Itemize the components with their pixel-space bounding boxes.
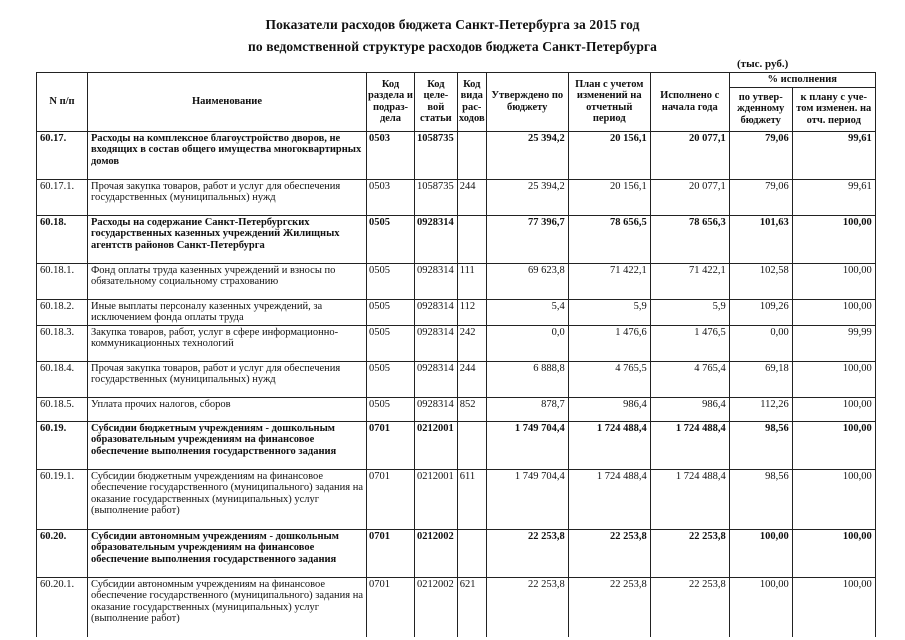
row-percent-plan: 100,00 xyxy=(792,299,875,325)
row-section-code: 0701 xyxy=(367,577,415,637)
row-article-code: 0212002 xyxy=(415,529,458,577)
header-razdel: Код раздела и подраз- дела xyxy=(367,73,415,132)
row-percent-approved: 98,56 xyxy=(729,469,792,529)
row-executed: 78 656,3 xyxy=(650,215,729,263)
row-percent-approved: 0,00 xyxy=(729,325,792,361)
header-percent: % исполнения xyxy=(729,73,875,88)
budget-table xyxy=(36,72,876,637)
row-number: 60.18.5. xyxy=(37,397,88,421)
row-approved: 1 749 704,4 xyxy=(486,469,568,529)
row-approved: 77 396,7 xyxy=(486,215,568,263)
row-number: 60.19.1. xyxy=(37,469,88,529)
row-percent-plan: 100,00 xyxy=(792,215,875,263)
row-name: Фонд оплаты труда казенных учреждений и взносы по обязательному социальному страхованию xyxy=(88,263,367,299)
row-approved: 5,4 xyxy=(486,299,568,325)
header-vid: Код вида рас- ходов xyxy=(457,73,486,132)
table-row xyxy=(37,577,876,637)
row-article-code: 0928314 xyxy=(415,361,458,397)
report-subtitle: по ведомственной структуре расходов бюджета Санкт-Петербурга xyxy=(247,39,658,54)
table-row xyxy=(37,421,876,469)
row-percent-plan: 99,99 xyxy=(792,325,875,361)
table-row xyxy=(37,263,876,299)
row-percent-approved: 79,06 xyxy=(729,179,792,215)
row-percent-approved: 79,06 xyxy=(729,131,792,179)
row-plan: 22 253,8 xyxy=(568,529,650,577)
row-expense-type-code: 242 xyxy=(457,325,486,361)
row-percent-plan: 100,00 xyxy=(792,361,875,397)
header-percent-approved: по утвер- жденному бюджету xyxy=(729,87,792,131)
row-plan: 1 476,6 xyxy=(568,325,650,361)
row-article-code: 0212001 xyxy=(415,421,458,469)
row-percent-plan: 99,61 xyxy=(792,131,875,179)
row-expense-type-code xyxy=(457,529,486,577)
row-executed: 1 724 488,4 xyxy=(650,421,729,469)
row-percent-plan: 100,00 xyxy=(792,577,875,637)
row-approved: 25 394,2 xyxy=(486,179,568,215)
header-plan: План с учетом изменений на отчетный период xyxy=(568,73,650,132)
row-approved: 0,0 xyxy=(486,325,568,361)
row-number: 60.20. xyxy=(37,529,88,577)
row-percent-approved: 112,26 xyxy=(729,397,792,421)
row-name: Закупка товаров, работ, услуг в сфере информационно-коммуникационных технологий xyxy=(88,325,367,361)
row-executed: 71 422,1 xyxy=(650,263,729,299)
row-executed: 22 253,8 xyxy=(650,577,729,637)
row-number: 60.18.1. xyxy=(37,263,88,299)
row-number: 60.18.2. xyxy=(37,299,88,325)
row-article-code: 1058735 xyxy=(415,179,458,215)
row-expense-type-code: 611 xyxy=(457,469,486,529)
row-article-code: 0928314 xyxy=(415,263,458,299)
table-row xyxy=(37,179,876,215)
row-section-code: 0503 xyxy=(367,131,415,179)
row-article-code: 0928314 xyxy=(415,325,458,361)
row-article-code: 1058735 xyxy=(415,131,458,179)
row-name: Расходы на комплексное благоустройство дворов, не входящих в состав общего имущества многоквартирных домов xyxy=(88,131,367,179)
row-plan: 22 253,8 xyxy=(568,577,650,637)
row-name: Расходы на содержание Санкт-Петербургских государственных казенных учреждений Жилищных агентств районов Санкт-Петербурга xyxy=(88,215,367,263)
row-section-code: 0505 xyxy=(367,325,415,361)
row-number: 60.18. xyxy=(37,215,88,263)
row-expense-type-code xyxy=(457,131,486,179)
row-executed: 22 253,8 xyxy=(650,529,729,577)
row-number: 60.19. xyxy=(37,421,88,469)
header-np: N п/п xyxy=(37,73,88,132)
row-section-code: 0505 xyxy=(367,215,415,263)
row-percent-approved: 100,00 xyxy=(729,529,792,577)
header-approved: Утверждено по бюджету xyxy=(486,73,568,132)
row-approved: 878,7 xyxy=(486,397,568,421)
row-percent-approved: 102,58 xyxy=(729,263,792,299)
row-section-code: 0505 xyxy=(367,361,415,397)
row-section-code: 0505 xyxy=(367,263,415,299)
row-name: Субсидии автономным учреждениям на финансовое обеспечение государственного (муниципального) задания на оказание государственных (муниципальных) услуг (выполнение работ) xyxy=(88,577,367,637)
row-section-code: 0701 xyxy=(367,529,415,577)
row-expense-type-code xyxy=(457,421,486,469)
row-plan: 20 156,1 xyxy=(568,179,650,215)
row-percent-approved: 100,00 xyxy=(729,577,792,637)
row-executed: 4 765,4 xyxy=(650,361,729,397)
row-number: 60.20.1. xyxy=(37,577,88,637)
row-percent-plan: 100,00 xyxy=(792,469,875,529)
row-executed: 1 476,5 xyxy=(650,325,729,361)
row-plan: 986,4 xyxy=(568,397,650,421)
header-percent-plan: к плану с уче- том изменен. на отч. период xyxy=(792,87,875,131)
row-plan: 1 724 488,4 xyxy=(568,421,650,469)
row-approved: 1 749 704,4 xyxy=(486,421,568,469)
row-percent-plan: 99,61 xyxy=(792,179,875,215)
row-executed: 20 077,1 xyxy=(650,179,729,215)
row-plan: 20 156,1 xyxy=(568,131,650,179)
row-plan: 78 656,5 xyxy=(568,215,650,263)
table-row xyxy=(37,131,876,179)
row-expense-type-code xyxy=(457,215,486,263)
row-executed: 1 724 488,4 xyxy=(650,469,729,529)
row-section-code: 0503 xyxy=(367,179,415,215)
row-number: 60.18.4. xyxy=(37,361,88,397)
table-row xyxy=(37,215,876,263)
row-name: Субсидии бюджетным учреждениям на финансовое обеспечение государственного (муниципального) задания на оказание государственных (муниципальных) услуг (выполнение работ) xyxy=(88,469,367,529)
row-name: Уплата прочих налогов, сборов xyxy=(88,397,367,421)
row-name: Субсидии автономным учреждениям - дошкольным образовательным учреждениям на финансовое обеспечение выполнения государственного задания xyxy=(88,529,367,577)
row-percent-plan: 100,00 xyxy=(792,397,875,421)
row-plan: 4 765,5 xyxy=(568,361,650,397)
row-percent-plan: 100,00 xyxy=(792,421,875,469)
row-plan: 1 724 488,4 xyxy=(568,469,650,529)
row-approved: 22 253,8 xyxy=(486,577,568,637)
row-number: 60.17.1. xyxy=(37,179,88,215)
row-approved: 69 623,8 xyxy=(486,263,568,299)
row-article-code: 0212002 xyxy=(415,577,458,637)
row-expense-type-code: 244 xyxy=(457,179,486,215)
row-percent-approved: 69,18 xyxy=(729,361,792,397)
report-title: Показатели расходов бюджета Санкт-Петербурга за 2015 год xyxy=(265,17,640,32)
units-label: (тыс. руб.) xyxy=(737,58,789,70)
table-row xyxy=(37,325,876,361)
row-approved: 22 253,8 xyxy=(486,529,568,577)
row-percent-approved: 98,56 xyxy=(729,421,792,469)
header-name: Наименование xyxy=(88,73,367,132)
row-section-code: 0505 xyxy=(367,397,415,421)
row-expense-type-code: 112 xyxy=(457,299,486,325)
row-number: 60.18.3. xyxy=(37,325,88,361)
row-section-code: 0701 xyxy=(367,421,415,469)
row-expense-type-code: 621 xyxy=(457,577,486,637)
row-expense-type-code: 852 xyxy=(457,397,486,421)
table-row xyxy=(37,361,876,397)
row-expense-type-code: 111 xyxy=(457,263,486,299)
row-executed: 5,9 xyxy=(650,299,729,325)
row-percent-plan: 100,00 xyxy=(792,263,875,299)
row-article-code: 0928314 xyxy=(415,215,458,263)
row-name: Иные выплаты персоналу казенных учреждений, за исключением фонда оплаты труда xyxy=(88,299,367,325)
row-percent-plan: 100,00 xyxy=(792,529,875,577)
row-executed: 986,4 xyxy=(650,397,729,421)
row-article-code: 0928314 xyxy=(415,397,458,421)
row-name: Прочая закупка товаров, работ и услуг для обеспечения государственных (муниципальных) нужд xyxy=(88,361,367,397)
table-row xyxy=(37,529,876,577)
row-expense-type-code: 244 xyxy=(457,361,486,397)
row-section-code: 0701 xyxy=(367,469,415,529)
row-plan: 5,9 xyxy=(568,299,650,325)
row-plan: 71 422,1 xyxy=(568,263,650,299)
row-percent-approved: 101,63 xyxy=(729,215,792,263)
row-article-code: 0212001 xyxy=(415,469,458,529)
row-article-code: 0928314 xyxy=(415,299,458,325)
row-number: 60.17. xyxy=(37,131,88,179)
row-executed: 20 077,1 xyxy=(650,131,729,179)
table-row xyxy=(37,469,876,529)
row-name: Субсидии бюджетным учреждениям - дошкольным образовательным учреждениям на финансовое обеспечение выполнения государственного задания xyxy=(88,421,367,469)
row-section-code: 0505 xyxy=(367,299,415,325)
row-percent-approved: 109,26 xyxy=(729,299,792,325)
table-row xyxy=(37,299,876,325)
row-name: Прочая закупка товаров, работ и услуг для обеспечения государственных (муниципальных) нужд xyxy=(88,179,367,215)
header-statya: Код целе- вой статьи xyxy=(415,73,458,132)
row-approved: 25 394,2 xyxy=(486,131,568,179)
table-row xyxy=(37,397,876,421)
row-approved: 6 888,8 xyxy=(486,361,568,397)
header-executed: Исполнено с начала года xyxy=(650,73,729,132)
